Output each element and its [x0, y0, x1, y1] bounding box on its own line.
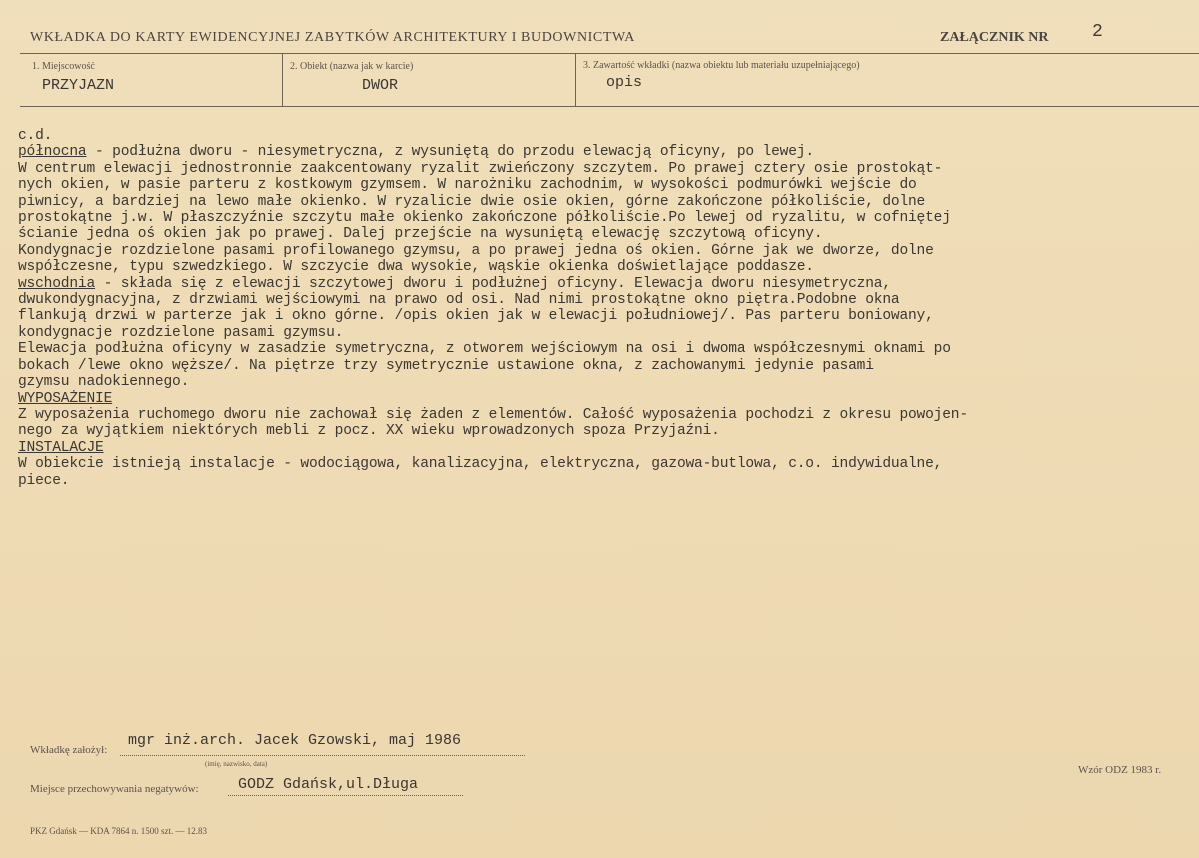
section-heading-east: wschodnia: [18, 275, 96, 292]
body-line: c.d.: [18, 128, 53, 144]
body-line: ścianie jedna oś okien jak po prawej. Dalej przejście na wysuniętą elewację szczytową oficyny.: [18, 226, 823, 243]
body-line: piece.: [18, 472, 70, 489]
contents-value: opis: [606, 74, 643, 91]
description-body: [18, 128, 1188, 489]
locality-value: PRZYJAZN: [42, 77, 115, 94]
body-line: dwukondygnacyjna, z drzwiami wejściowymi na prawo od osi. Nad nimi prostokątne okno piętra.Podobne okna: [18, 292, 900, 309]
locality-label: 1. Miejscowość: [32, 61, 95, 72]
made-by-note: (imię, nazwisko, data): [205, 760, 268, 768]
object-value: DWOR: [362, 77, 399, 94]
section-heading-equipment: WYPOSAŻENIE: [18, 390, 113, 407]
body-line: bokach /lewe okno węższe/. Na piętrze trzy symetrycznie ustawione okna, z zachowanymi jedynie pasami: [18, 357, 874, 374]
storage-dotted-line: [228, 794, 463, 796]
storage-value: GODZ Gdańsk,ul.Długa: [238, 776, 419, 793]
body-line: kondygnacje rozdzielone pasami gzymsu.: [18, 324, 344, 341]
body-line: W centrum elewacji jednostronnie zaakcentowany ryzalit zwieńczony szczytem. Po prawej cztery osie prostokąt-: [18, 160, 943, 177]
field-separator-1: [282, 54, 283, 106]
field-separator-2: [575, 54, 576, 106]
annex-label: ZAŁĄCZNIK NR: [940, 30, 1049, 45]
form-model: Wzór ODZ 1983 r.: [1078, 764, 1162, 776]
body-line-rest: - składa się z elewacji szczytowej dworu i podłużnej oficyny. Elewacja dworu niesymetryczna,: [95, 275, 891, 292]
fields-divider: [20, 106, 1199, 107]
made-by-dotted-line: [120, 754, 525, 756]
body-line: piwnicy, a bardziej na lewo małe okienko. W ryzalicie dwie osie okien, górne zakończone półkoliście, dolne: [18, 193, 926, 210]
annex-number: 2: [1092, 22, 1103, 42]
form-title: WKŁADKA DO KARTY EWIDENCYJNEJ ZABYTKÓW ARCHITEKTURY I BUDOWNICTWA: [30, 30, 635, 45]
made-by-value: mgr inż.arch. Jacek Gzowski, maj 1986: [128, 732, 462, 749]
body-line: nego za wyjątkiem niektórych mebli z pocz. XX wieku wprowadzonych spoza Przyjaźni.: [18, 423, 720, 440]
body-line-section-north: [18, 144, 1188, 160]
body-line: W obiekcie istnieją instalacje - wodociągowa, kanalizacyjna, elektryczna, gazowa-butlowa, c.o. indywidualne,: [18, 456, 943, 473]
made-by-label: Wkładkę założył:: [30, 744, 108, 756]
object-label: 2. Obiekt (nazwa jak w karcie): [290, 61, 414, 72]
body-line: współczesne, typu szwedzkiego. W szczycie dwa wysokie, wąskie okienka doświetlające poddasze.: [18, 259, 814, 276]
section-heading-installations: INSTALACJE: [18, 439, 104, 456]
body-line: Kondygnacje rozdzielone pasami profilowanego gzymsu, a po prawej jedna oś okien. Górne jak we dworze, dolne: [18, 242, 934, 259]
body-line-section-east: [18, 276, 1188, 292]
body-line: flankują drzwi w parterze jak i okno górne. /opis okien jak w elewacji południowej/. Pas parteru boniowany,: [18, 308, 934, 325]
storage-label: Miejsce przechowywania negatywów:: [30, 783, 199, 795]
body-line: Z wyposażenia ruchomego dworu nie zachował się żaden z elementów. Całość wyposażenia pochodzi z okresu powojen-: [18, 406, 968, 423]
header-divider: [20, 53, 1199, 54]
printer-info: PKZ Gdańsk — KDA 7864 n. 1500 szt. — 12.83: [30, 826, 207, 836]
body-line: Elewacja podłużna oficyny w zasadzie symetryczna, z otworem wejściowym na osi i dwoma współczesnymi oknami po: [18, 341, 951, 358]
body-line: nych okien, w pasie parteru z kostkowym gzymsem. W narożniku zachodnim, w wysokości podmurówki wejście do: [18, 177, 917, 194]
contents-label: 3. Zawartość wkładki (nazwa obiektu lub materiału uzupełniającego): [583, 60, 860, 71]
body-line: gzymsu nadokiennego.: [18, 374, 190, 391]
body-line-rest: - podłużna dworu - niesymetryczna, z wysuniętą do przodu elewacją oficyny, po lewej.: [86, 144, 814, 161]
section-heading-north: północna: [18, 144, 87, 161]
body-line: prostokątne j.w. W płaszczyźnie szczytu małe okienko zakończone półkoliście.Po lewej od ryzalitu, w cofniętej: [18, 210, 951, 227]
